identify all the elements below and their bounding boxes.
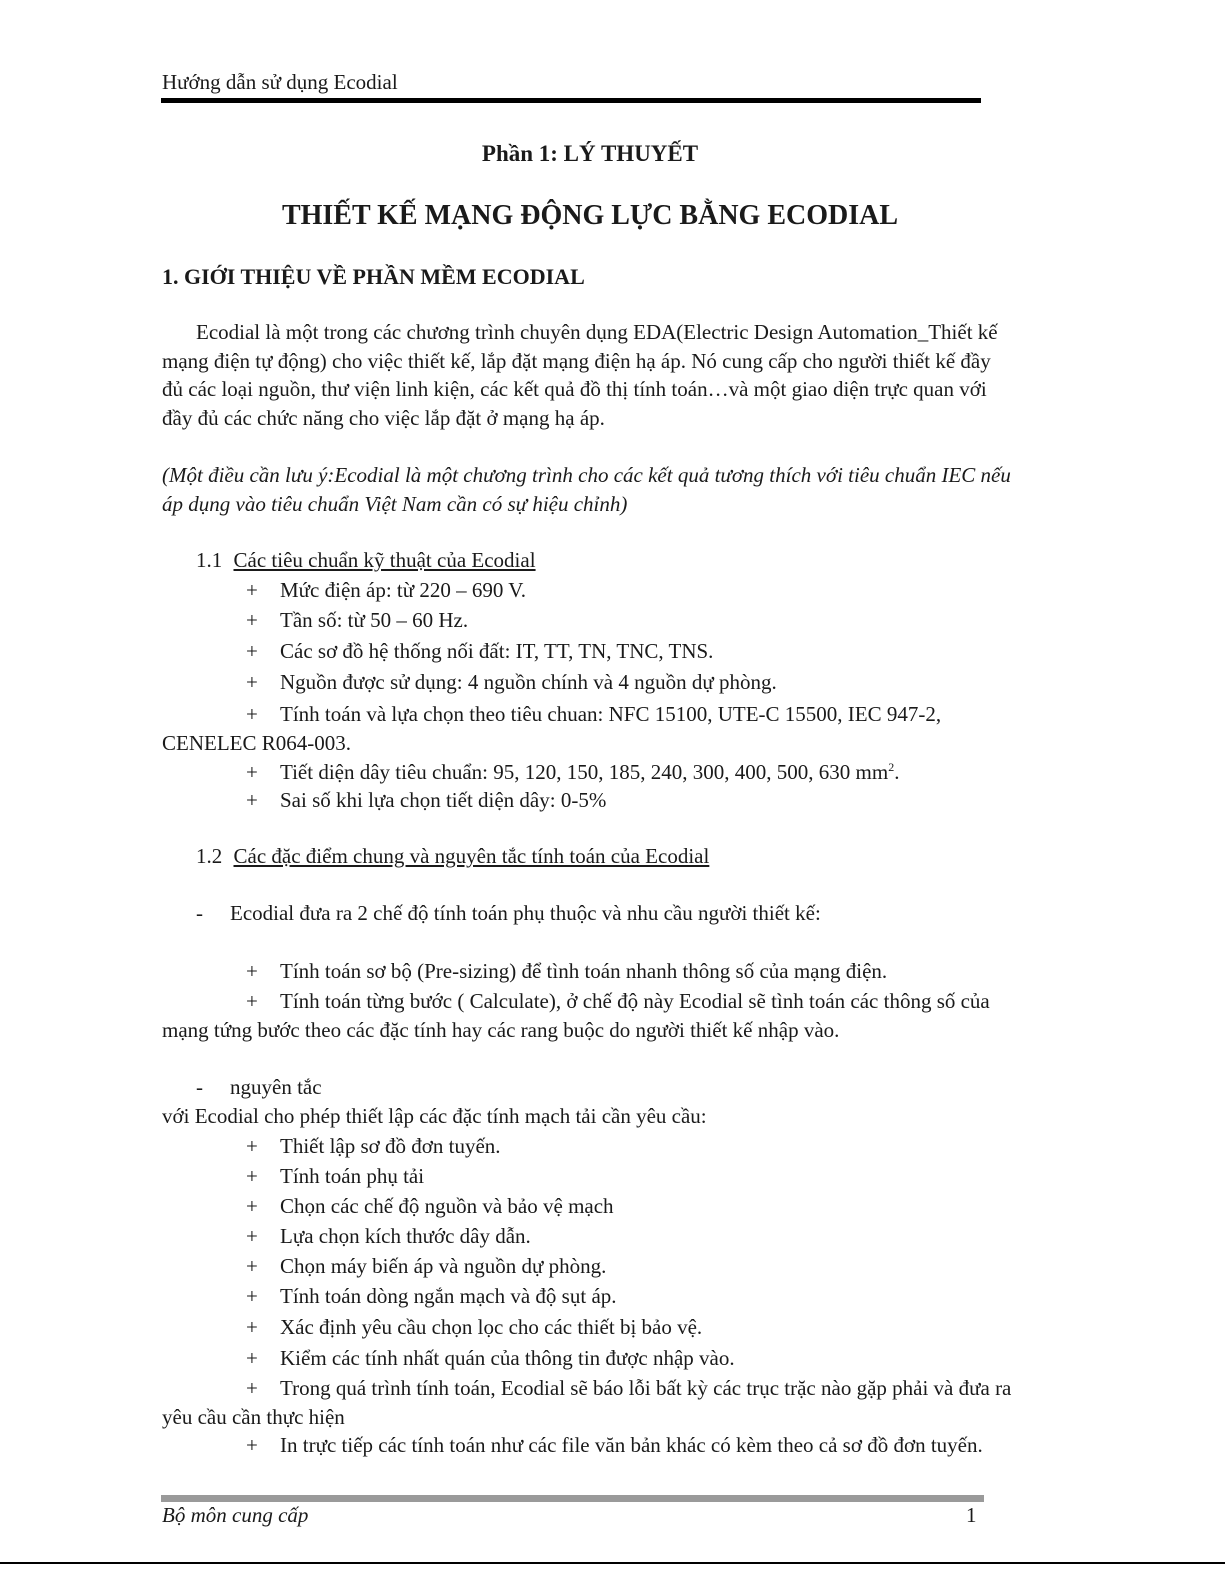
plus-bullet: + xyxy=(246,1284,258,1308)
subsection-1-2-heading xyxy=(196,842,709,870)
list-item: + Chọn các chế độ nguồn và bảo vệ mạch xyxy=(246,1194,614,1218)
list-item: + Lựa chọn kích thước dây dẫn. xyxy=(246,1224,531,1248)
plus-bullet: + xyxy=(246,1346,258,1370)
header-rule xyxy=(161,98,981,103)
list-item: + Mức điện áp: từ 220 – 690 V. xyxy=(246,578,526,602)
plus-bullet: + xyxy=(246,1254,258,1278)
list-item: + Tính toán sơ bộ (Pre-sizing) để tình toán nhanh thông số của mạng điện. xyxy=(246,959,888,983)
intro-paragraph: Ecodial là một trong các chương trình chuyên dụng EDA(Electric Design Automation_Thiết kế mạng điện tự động) cho việc thiết kế, lắp đặt mạng điện hạ áp. Nó cung cấp cho người thiết kế đầy đủ các loại nguồn, thư viện linh kiện, các kết quả đồ thị tính toán…và một giao diện trực quan với đầy đủ các chức năng cho việc lắp đặt ở mạng hạ áp. xyxy=(162,320,998,430)
list-item: + Xác định yêu cầu chọn lọc cho các thiết bị bảo vệ. xyxy=(246,1315,703,1339)
list-item: + Tính toán dòng ngắn mạch và độ sụt áp. xyxy=(246,1284,617,1308)
subsection-title: Các đặc điểm chung và nguyên tắc tính toán của Ecodial xyxy=(233,844,710,868)
subsection-1-1-heading xyxy=(196,546,536,574)
plus-bullet: + xyxy=(246,788,258,812)
part-title: Phần 1: LÝ THUYẾT xyxy=(481,141,699,166)
plus-bullet: + xyxy=(246,608,258,632)
section-1-title: 1. GIỚI THIỆU VỀ PHẦN MỀM ECODIAL xyxy=(162,264,585,289)
dash-item: - Ecodial đưa ra 2 chế độ tính toán phụ thuộc và nhu cầu người thiết kế: xyxy=(196,901,821,925)
lead-sentence: với Ecodial cho phép thiết lập các đặc tính mạch tải cần yêu cầu: xyxy=(162,1104,707,1128)
list-item: + Tính toán phụ tải xyxy=(246,1164,425,1188)
list-item: + Tiết diện dây tiêu chuẩn: 95, 120, 150, 185, 240, 300, 400, 500, 630 $mm^2$. xyxy=(246,760,900,784)
list-item: + Chọn máy biến áp và nguồn dự phòng. xyxy=(246,1254,607,1278)
plus-bullet: + xyxy=(246,578,258,602)
list-item: + Kiểm các tính nhất quán của thông tin được nhập vào. xyxy=(246,1346,735,1370)
page-edge-rule xyxy=(0,1562,1225,1564)
dash-bullet: - xyxy=(196,1075,203,1099)
list-item: + Tính toán từng bước ( Calculate), ở chế độ này Ecodial sẽ tình toán các thông số của mạng tứng bước theo các đặc tính hay các rang buộc do người thiết kế nhập vào. xyxy=(162,989,990,1042)
plus-bullet: + xyxy=(246,1164,258,1188)
dash-item: - nguyên tắc xyxy=(196,1075,322,1099)
plus-bullet: + xyxy=(246,1134,258,1158)
note-paragraph: (Một điều cần lưu ý:Ecodial là một chương trình cho các kết quả tương thích với tiêu chuẩn IEC nếu áp dụng vào tiêu chuẩn Việt Nam cần có sự hiệu chỉnh) xyxy=(162,463,1011,516)
plus-bullet: + xyxy=(246,760,258,784)
dash-bullet: - xyxy=(196,901,203,925)
main-title: THIẾT KẾ MẠNG ĐỘNG LỰC BẰNG ECODIAL xyxy=(281,200,899,231)
plus-bullet: + xyxy=(246,1315,258,1339)
page-number: 1 xyxy=(966,1503,977,1527)
plus-bullet: + xyxy=(246,1376,258,1400)
list-item: + Trong quá trình tính toán, Ecodial sẽ báo lỗi bất kỳ các trục trặc nào gặp phải và đưa ra yêu cầu cần thực hiện xyxy=(162,1376,1012,1429)
plus-bullet: + xyxy=(246,1194,258,1218)
list-item: + Sai số khi lựa chọn tiết diện dây: 0-5% xyxy=(246,788,607,812)
plus-bullet: + xyxy=(246,1224,258,1248)
plus-bullet: + xyxy=(246,702,258,726)
plus-bullet: + xyxy=(246,670,258,694)
superscript: 2 xyxy=(888,760,895,774)
plus-bullet: + xyxy=(246,639,258,663)
footer-text: Bộ môn cung cấp xyxy=(162,1503,309,1527)
running-header: Hướng dẫn sử dụng Ecodial xyxy=(162,70,398,94)
list-item: + Nguồn được sử dụng: 4 nguồn chính và 4 nguồn dự phòng. xyxy=(246,670,777,694)
list-item: + Các sơ đồ hệ thống nối đất: IT, TT, TN, TNC, TNS. xyxy=(246,639,714,663)
subsection-number: 1.1 xyxy=(196,548,223,572)
plus-bullet: + xyxy=(246,989,258,1013)
list-item: + Tần số: từ 50 – 60 Hz. xyxy=(246,608,469,632)
plus-bullet: + xyxy=(246,1433,258,1457)
list-item: + Thiết lập sơ đồ đơn tuyến. xyxy=(246,1134,501,1158)
plus-bullet: + xyxy=(246,959,258,983)
subsection-number: 1.2 xyxy=(196,844,223,868)
subsection-title: Các tiêu chuẩn kỹ thuật của Ecodial xyxy=(233,548,536,572)
list-item: + In trực tiếp các tính toán như các file văn bản khác có kèm theo cả sơ đồ đơn tuyến. xyxy=(162,1431,1012,1460)
list-item: + Tính toán và lựa chọn theo tiêu chuan: NFC 15100, UTE-C 15500, IEC 947-2, CENELEC R064-003. xyxy=(162,702,942,755)
